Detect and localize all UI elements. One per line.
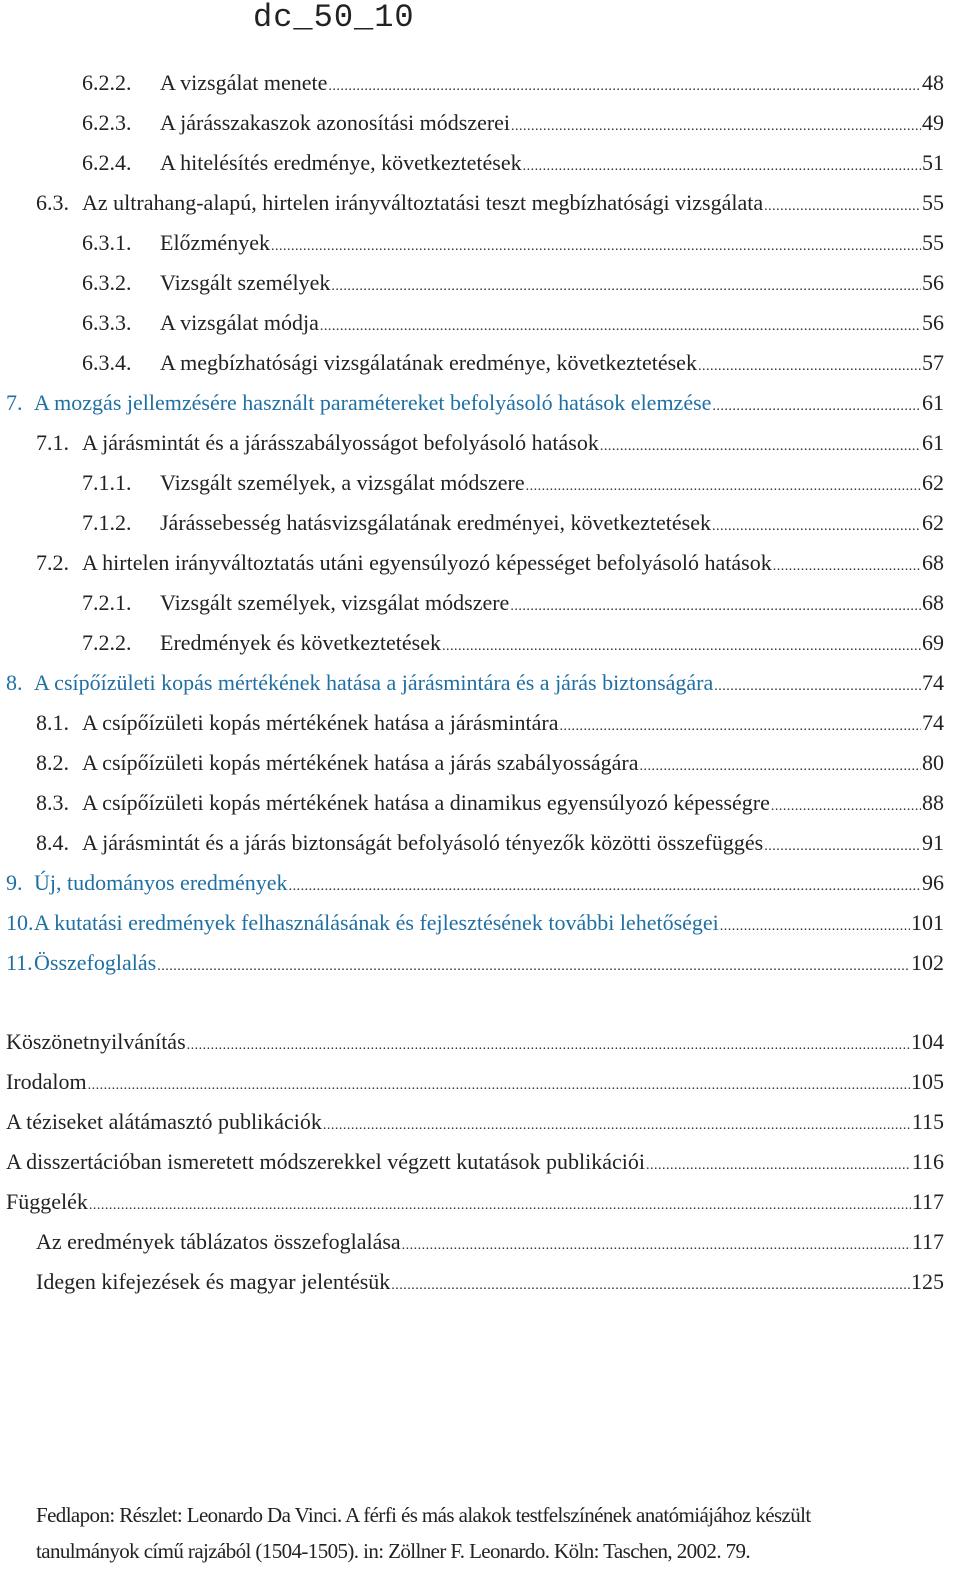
toc-entry-method-publications[interactable] bbox=[6, 1147, 944, 1177]
toc-entry-title: A vizsgálat menete bbox=[160, 70, 328, 95]
toc-entry-page: 55 bbox=[922, 190, 944, 215]
toc-leader-dots bbox=[771, 788, 921, 822]
toc-entry-page: 96 bbox=[922, 870, 944, 895]
toc-entry-page: 62 bbox=[922, 510, 944, 535]
toc-leader-dots bbox=[773, 548, 921, 582]
toc-entry-number: 6.3. bbox=[36, 190, 69, 215]
toc-leader-dots bbox=[764, 188, 921, 222]
toc-entry-number: 8.3. bbox=[36, 790, 69, 815]
toc-leader-dots bbox=[720, 908, 910, 942]
toc-leader-dots bbox=[289, 868, 921, 902]
toc-entry-number: 6.3.1. bbox=[82, 230, 132, 255]
toc-entry-title: Járássebesség hatásvizsgálatának eredményei, következtetések bbox=[160, 510, 711, 535]
toc-entry-number: 7.1.2. bbox=[82, 510, 132, 535]
toc-entry-8-4[interactable] bbox=[36, 828, 944, 858]
toc-entry-7-1[interactable] bbox=[36, 428, 944, 458]
toc-leader-dots bbox=[511, 108, 921, 142]
toc-entry-title: A vizsgálat módja bbox=[160, 310, 319, 335]
toc-entry-8-2[interactable] bbox=[36, 748, 944, 778]
toc-leader-dots bbox=[88, 1067, 910, 1101]
toc-leader-dots bbox=[523, 148, 921, 182]
toc-entry-results-table-summary[interactable] bbox=[36, 1227, 944, 1257]
toc-entry-title: A hirtelen irányváltoztatás utáni egyensúlyozó képességet befolyásoló hatások bbox=[82, 550, 772, 575]
toc-entry-6-3-4[interactable] bbox=[82, 348, 944, 378]
toc-entry-number: 6.2.4. bbox=[82, 150, 132, 175]
toc-leader-dots bbox=[320, 308, 921, 342]
toc-entry-thesis-publications[interactable] bbox=[6, 1107, 944, 1137]
toc-entry-page: 69 bbox=[922, 630, 944, 655]
toc-entry-title: A járásszakaszok azonosítási módszerei bbox=[160, 110, 511, 135]
toc-leader-dots bbox=[559, 708, 921, 742]
toc-entry-title: Új, tudományos eredmények bbox=[34, 870, 288, 895]
toc-entry-page: 80 bbox=[922, 750, 944, 775]
toc-entry-number: 8. bbox=[6, 670, 23, 695]
toc-entry-number: 7.2.1. bbox=[82, 590, 132, 615]
toc-leader-dots bbox=[600, 428, 921, 462]
toc-entry-number: 7.2.2. bbox=[82, 630, 132, 655]
toc-entry-title: Az eredmények táblázatos összefoglalása bbox=[36, 1229, 401, 1254]
toc-entry-7-2[interactable] bbox=[36, 548, 944, 578]
toc-entry-page: 74 bbox=[922, 670, 944, 695]
toc-leader-dots bbox=[712, 508, 921, 542]
toc-entry-page: 74 bbox=[922, 710, 944, 735]
toc-entry-6-3-1[interactable] bbox=[82, 228, 944, 258]
toc-entry-number: 8.1. bbox=[36, 710, 69, 735]
toc-entry-title: Vizsgált személyek, vizsgálat módszere bbox=[160, 590, 510, 615]
toc-entry-page: 105 bbox=[911, 1069, 944, 1094]
toc-entry-number: 8.4. bbox=[36, 830, 69, 855]
toc-entry-title: Függelék bbox=[6, 1189, 88, 1214]
toc-entry-11[interactable] bbox=[6, 948, 944, 978]
toc-entry-title: Idegen kifejezések és magyar jelentésük bbox=[36, 1269, 391, 1294]
toc-entry-page: 116 bbox=[911, 1149, 944, 1174]
toc-entry-7-1-1[interactable] bbox=[82, 468, 944, 498]
toc-entry-title: A téziseket alátámasztó publikációk bbox=[6, 1109, 322, 1134]
toc-entry-title: A csípőízületi kopás mértékének hatása a járásmintára bbox=[82, 710, 559, 735]
toc-entry-6-2-4[interactable] bbox=[82, 148, 944, 178]
toc-entry-number: 6.3.4. bbox=[82, 350, 132, 375]
toc-entry-8[interactable] bbox=[6, 668, 944, 698]
toc-leader-dots bbox=[402, 1227, 911, 1261]
toc-entry-title: Eredmények és következtetések bbox=[160, 630, 441, 655]
toc-entry-page: 56 bbox=[922, 310, 944, 335]
toc-entry-number: 11. bbox=[6, 950, 33, 975]
document-code: dc_50_10 bbox=[253, 0, 415, 36]
toc-entry-6-3[interactable] bbox=[36, 188, 944, 218]
toc-entry-page: 104 bbox=[911, 1029, 944, 1054]
toc-leader-dots bbox=[698, 348, 921, 382]
toc-entry-6-2-2[interactable] bbox=[82, 68, 944, 98]
toc-entry-page: 57 bbox=[922, 350, 944, 375]
toc-entry-title: A disszertációban ismeretett módszerekkel végzett kutatások publikációi bbox=[6, 1149, 646, 1174]
toc-entry-title: A kutatási eredmények felhasználásának és fejlesztésének további lehetőségei bbox=[34, 910, 719, 935]
toc-entry-references[interactable] bbox=[6, 1067, 944, 1097]
toc-entry-number: 10. bbox=[6, 910, 34, 935]
toc-entry-number: 7.2. bbox=[36, 550, 69, 575]
toc-leader-dots bbox=[646, 1147, 911, 1181]
toc-leader-dots bbox=[442, 628, 921, 662]
toc-entry-number: 6.2.3. bbox=[82, 110, 132, 135]
toc-entry-number: 7. bbox=[6, 390, 23, 415]
toc-leader-dots bbox=[328, 68, 921, 102]
toc-entry-page: 68 bbox=[922, 550, 944, 575]
toc-leader-dots bbox=[391, 1267, 910, 1301]
toc-leader-dots bbox=[157, 948, 910, 982]
toc-leader-dots bbox=[89, 1187, 911, 1221]
toc-entry-number: 6.3.3. bbox=[82, 310, 132, 335]
toc-entry-title: Vizsgált személyek, a vizsgálat módszere bbox=[160, 470, 525, 495]
cover-image-credit bbox=[36, 1497, 936, 1569]
toc-entry-page: 117 bbox=[911, 1189, 944, 1214]
toc-leader-dots bbox=[764, 828, 921, 862]
toc-entry-6-3-2[interactable] bbox=[82, 268, 944, 298]
toc-entry-6-2-3[interactable] bbox=[82, 108, 944, 138]
toc-entry-title: A csípőízületi kopás mértékének hatása a dinamikus egyensúlyozó képességre bbox=[82, 790, 770, 815]
toc-entry-page: 56 bbox=[922, 270, 944, 295]
toc-entry-appendix[interactable] bbox=[6, 1187, 944, 1217]
toc-entry-7[interactable] bbox=[6, 388, 944, 418]
toc-entry-title: Előzmények bbox=[160, 230, 270, 255]
toc-entry-7-2-1[interactable] bbox=[82, 588, 944, 618]
toc-entry-title: A csípőízületi kopás mértékének hatása a járásmintára és a járás biztonságára bbox=[34, 670, 714, 695]
toc-leader-dots bbox=[510, 588, 921, 622]
toc-leader-dots bbox=[526, 468, 921, 502]
toc-entry-page: 117 bbox=[911, 1229, 944, 1254]
toc-entry-page: 101 bbox=[911, 910, 944, 935]
toc-entry-page: 102 bbox=[911, 950, 944, 975]
toc-entry-title: Az ultrahang-alapú, hirtelen irányváltoztatási teszt megbízhatósági vizsgálata bbox=[82, 190, 764, 215]
toc-entry-title: A megbízhatósági vizsgálatának eredménye, következtetések bbox=[160, 350, 697, 375]
cover-credit-line-1: Fedlapon: Részlet: Leonardo Da Vinci. A férfi és más alakok testfelszínének anatómiájához készült bbox=[36, 1503, 811, 1527]
toc-entry-title: Irodalom bbox=[6, 1069, 87, 1094]
toc-leader-dots bbox=[271, 228, 921, 262]
toc-entry-page: 62 bbox=[922, 470, 944, 495]
cover-credit-line-2: tanulmányok című rajzából (1504-1505). in: Zöllner F. Leonardo. Köln: Taschen, 2002. 79. bbox=[36, 1539, 751, 1563]
toc-entry-number: 9. bbox=[6, 870, 23, 895]
toc-entry-page: 91 bbox=[922, 830, 944, 855]
toc-entry-9[interactable] bbox=[6, 868, 944, 898]
toc-entry-page: 49 bbox=[922, 110, 944, 135]
toc-entry-7-2-2[interactable] bbox=[82, 628, 944, 658]
toc-entry-page: 55 bbox=[922, 230, 944, 255]
toc-leader-dots bbox=[640, 748, 922, 782]
toc-leader-dots bbox=[712, 388, 921, 422]
toc-entry-title: A csípőízületi kopás mértékének hatása a járás szabályosságára bbox=[82, 750, 639, 775]
toc-entry-page: 61 bbox=[922, 390, 944, 415]
toc-leader-dots bbox=[331, 268, 921, 302]
toc-entry-8-3[interactable] bbox=[36, 788, 944, 818]
toc-entry-number: 7.1. bbox=[36, 430, 69, 455]
toc-entry-number: 8.2. bbox=[36, 750, 69, 775]
toc-entry-title: Vizsgált személyek bbox=[160, 270, 331, 295]
toc-entry-page: 115 bbox=[911, 1109, 944, 1134]
toc-entry-title: Összefoglalás bbox=[34, 950, 157, 975]
toc-entry-title: A hitelésítés eredménye, következtetések bbox=[160, 150, 522, 175]
toc-entry-title: A járásmintát és a járás biztonságát befolyásoló tényezők közötti összefüggés bbox=[82, 830, 764, 855]
toc-entry-glossary[interactable] bbox=[36, 1267, 944, 1297]
toc-entry-8-1[interactable] bbox=[36, 708, 944, 738]
toc-leader-dots bbox=[714, 668, 921, 702]
toc-entry-title: A mozgás jellemzésére használt paramétereket befolyásoló hatások elemzése bbox=[34, 390, 712, 415]
toc-entry-7-1-2[interactable] bbox=[82, 508, 944, 538]
toc-entry-page: 68 bbox=[922, 590, 944, 615]
toc-entry-10[interactable] bbox=[6, 908, 944, 938]
toc-leader-dots bbox=[187, 1027, 910, 1061]
toc-entry-page: 61 bbox=[922, 430, 944, 455]
toc-entry-title: A járásmintát és a járásszabályosságot befolyásoló hatások bbox=[82, 430, 599, 455]
toc-leader-dots bbox=[323, 1107, 911, 1141]
toc-entry-page: 48 bbox=[922, 70, 944, 95]
toc-entry-6-3-3[interactable] bbox=[82, 308, 944, 338]
toc-entry-page: 125 bbox=[911, 1269, 944, 1294]
toc-entry-number: 7.1.1. bbox=[82, 470, 132, 495]
toc-entry-title: Köszönetnyilvánítás bbox=[6, 1029, 186, 1054]
toc-entry-page: 88 bbox=[922, 790, 944, 815]
toc-entry-page: 51 bbox=[922, 150, 944, 175]
toc-entry-number: 6.3.2. bbox=[82, 270, 132, 295]
toc-entry-number: 6.2.2. bbox=[82, 70, 132, 95]
toc-entry-acknowledgements[interactable] bbox=[6, 1027, 944, 1057]
